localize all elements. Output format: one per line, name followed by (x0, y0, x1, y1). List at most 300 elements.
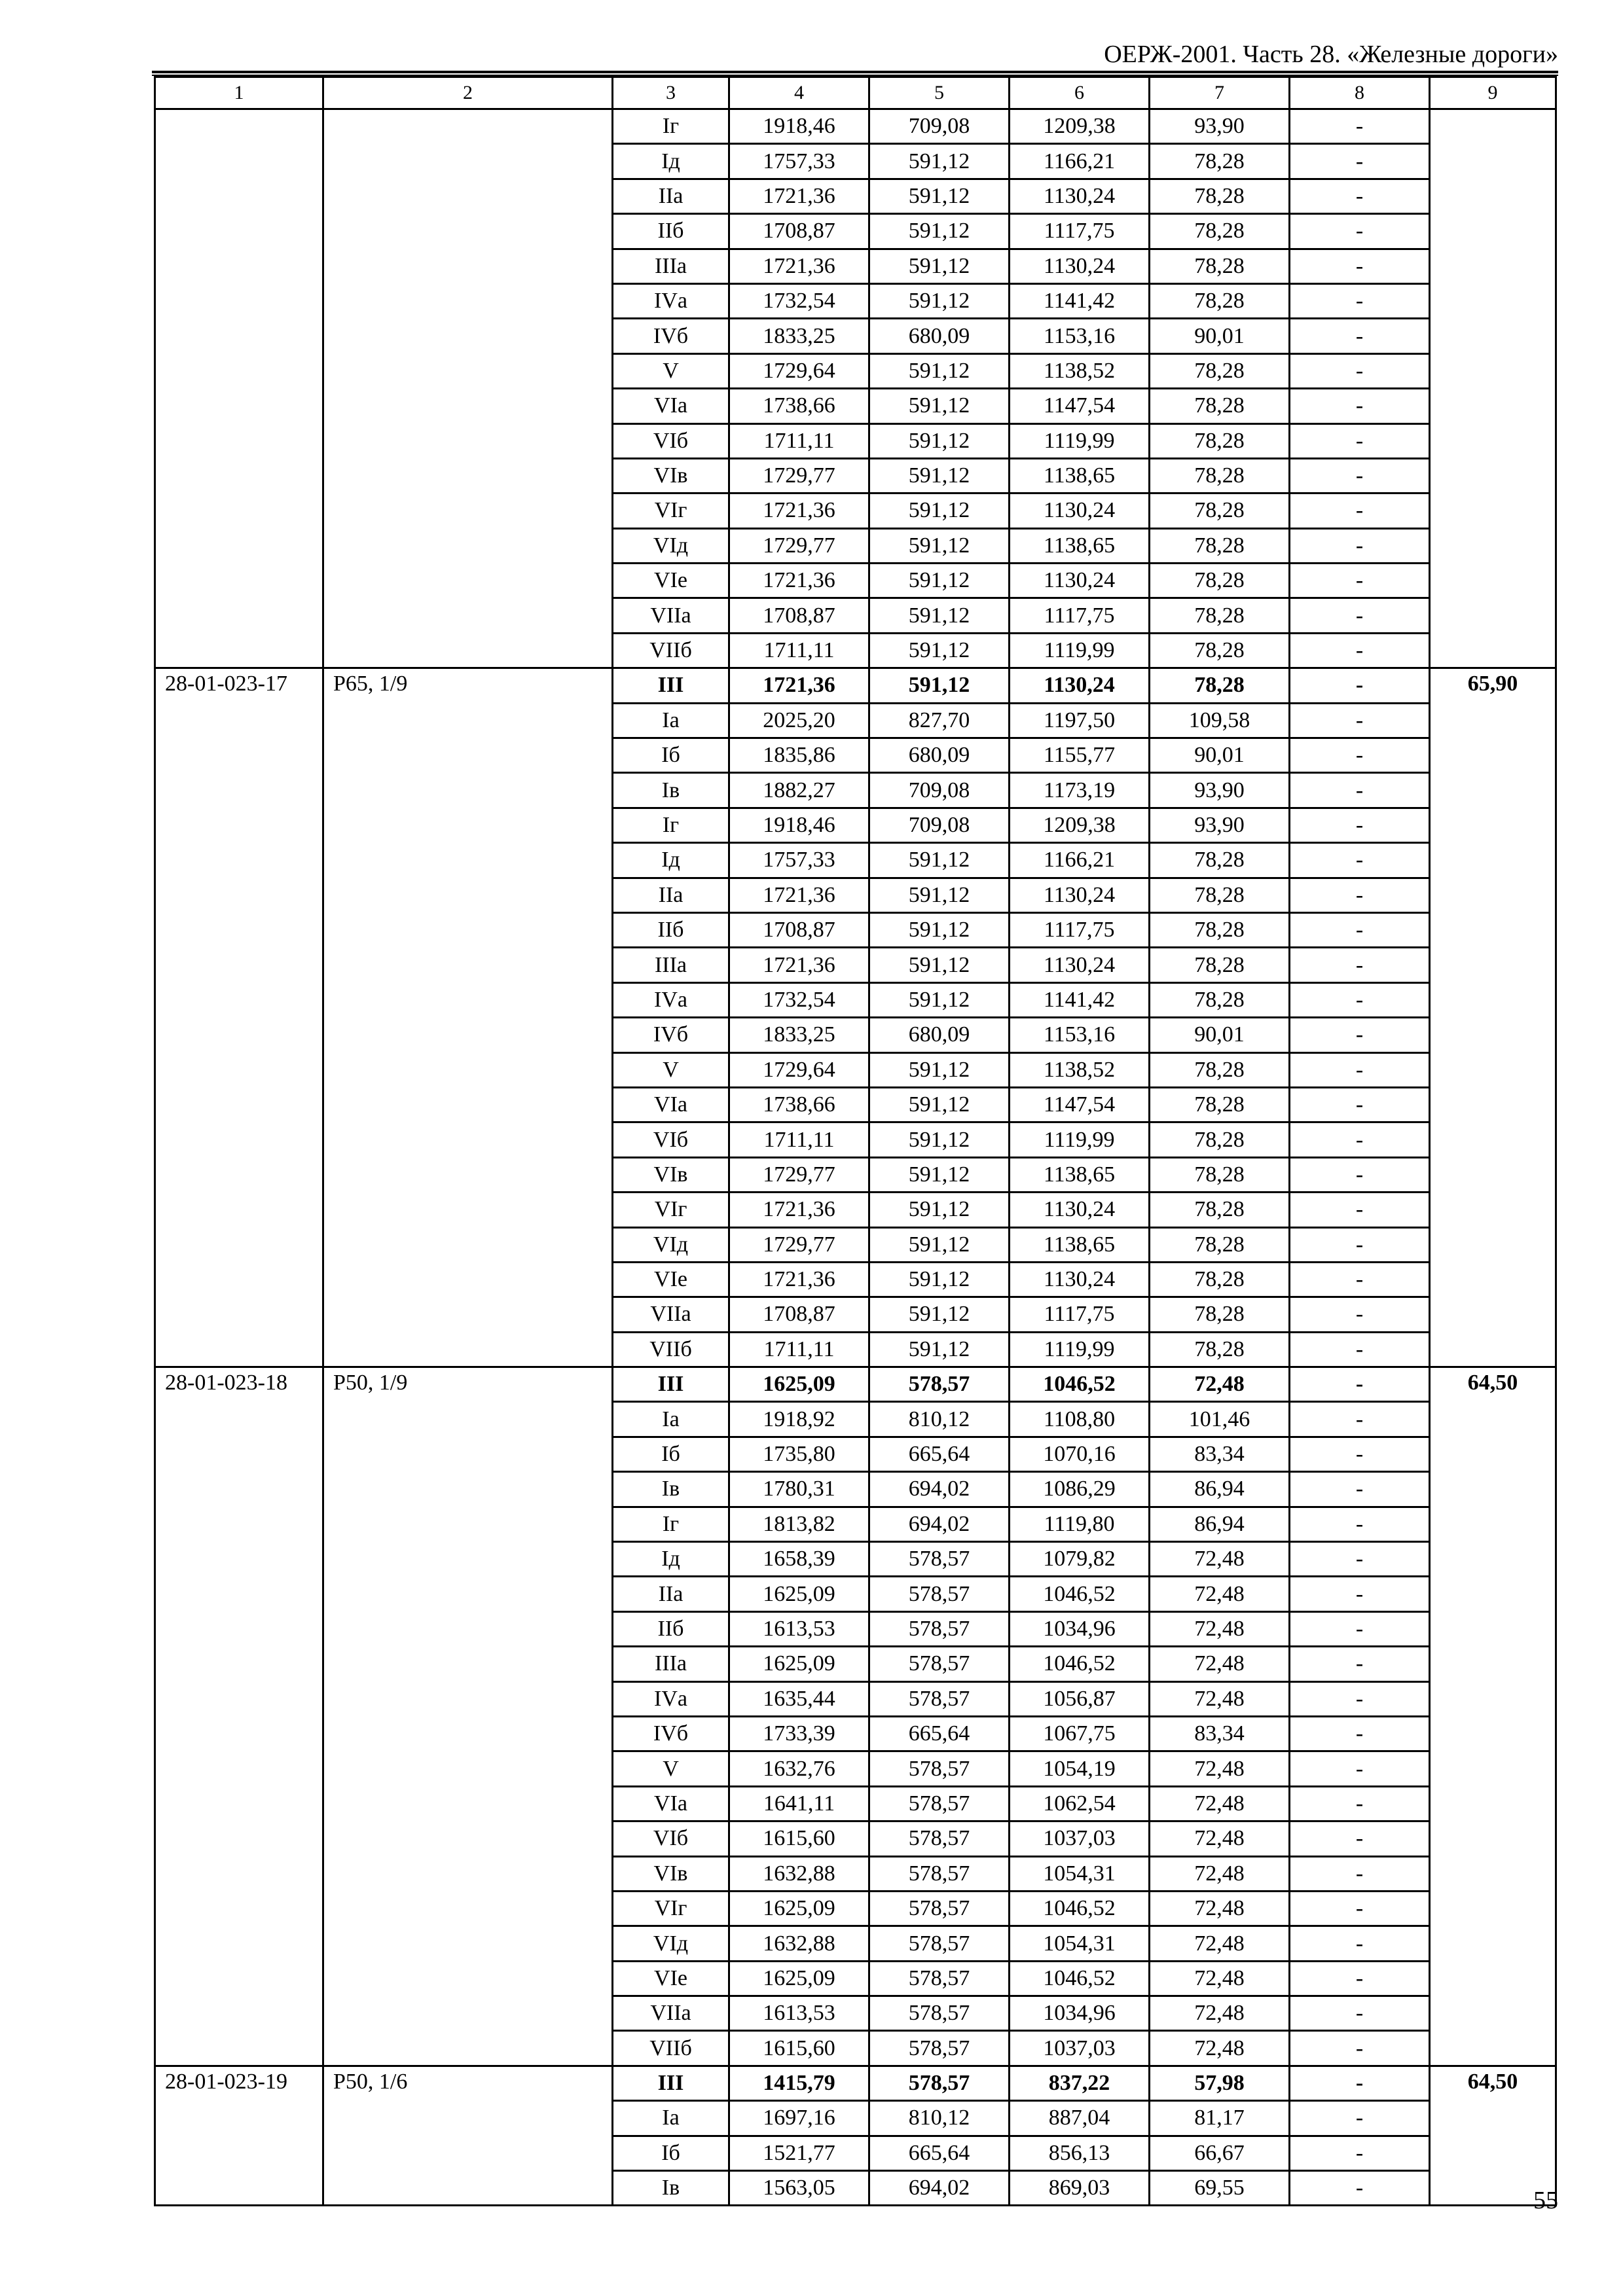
driver-wages-cell: 78,28 (1150, 1193, 1290, 1227)
materials-cell: - (1290, 1507, 1430, 1541)
resource-code-cell (155, 1716, 323, 1751)
labor-cell (1430, 1996, 1556, 2031)
column-number: 3 (613, 77, 729, 109)
table-row (155, 2101, 1556, 2136)
zone-cell: Iг (613, 808, 729, 842)
resource-name-cell (323, 703, 613, 738)
total-cost-cell: 1613,53 (729, 1996, 869, 2031)
labor-cell (1430, 1891, 1556, 1926)
wages-cell: 578,57 (869, 1786, 1010, 1821)
resource-name-cell (323, 423, 613, 458)
resource-code-cell (155, 1018, 323, 1052)
labor-cell (1430, 1087, 1556, 1122)
materials-cell: - (1290, 564, 1430, 598)
resource-name-cell: Р65, 1/9 (323, 668, 613, 703)
zone-cell: Iг (613, 1507, 729, 1541)
driver-wages-cell: 72,48 (1150, 1821, 1290, 1856)
resource-name-cell (323, 1926, 613, 1961)
zone-cell: III (613, 668, 729, 703)
total-cost-cell: 1729,77 (729, 1227, 869, 1262)
materials-cell: - (1290, 1821, 1430, 1856)
machine-cost-cell: 1209,38 (1010, 109, 1150, 144)
machine-cost-cell: 1034,96 (1010, 1611, 1150, 1646)
driver-wages-cell: 72,48 (1150, 1996, 1290, 2031)
zone-cell: V (613, 1052, 729, 1087)
materials-cell: - (1290, 319, 1430, 353)
resource-code-cell (155, 528, 323, 563)
machine-cost-cell: 1117,75 (1010, 214, 1150, 249)
wages-cell: 591,12 (869, 493, 1010, 528)
labor-cell (1430, 738, 1556, 773)
total-cost-cell: 1625,09 (729, 1647, 869, 1681)
machine-cost-cell: 1037,03 (1010, 2031, 1150, 2066)
table-row (155, 1402, 1556, 1437)
materials-cell: - (1290, 1856, 1430, 1891)
wages-cell: 591,12 (869, 283, 1010, 318)
resource-name-cell (323, 1647, 613, 1681)
machine-cost-cell: 1119,99 (1010, 1332, 1150, 1367)
machine-cost-cell: 1079,82 (1010, 1542, 1150, 1577)
column-number: 1 (155, 77, 323, 109)
machine-cost-cell: 1046,52 (1010, 1647, 1150, 1681)
materials-cell: - (1290, 1402, 1430, 1437)
zone-cell: Iа (613, 1402, 729, 1437)
wages-cell: 694,02 (869, 2171, 1010, 2206)
column-number: 7 (1150, 77, 1290, 109)
wages-cell: 578,57 (869, 1856, 1010, 1891)
zone-cell: VIIб (613, 633, 729, 668)
materials-cell: - (1290, 249, 1430, 283)
labor-cell (1430, 1786, 1556, 1821)
resource-name-cell (323, 2101, 613, 2136)
wages-cell: 680,09 (869, 319, 1010, 353)
resource-name-cell (323, 878, 613, 912)
materials-cell: - (1290, 1367, 1430, 1402)
resource-code-cell (155, 1227, 323, 1262)
machine-cost-cell: 1155,77 (1010, 738, 1150, 773)
materials-cell: - (1290, 528, 1430, 563)
total-cost-cell: 1721,36 (729, 179, 869, 213)
resource-name-cell (323, 1821, 613, 1856)
driver-wages-cell: 78,28 (1150, 249, 1290, 283)
materials-cell: - (1290, 1018, 1430, 1052)
wages-cell: 591,12 (869, 668, 1010, 703)
resource-code-cell (155, 1157, 323, 1192)
materials-cell: - (1290, 1157, 1430, 1192)
resource-name-cell (323, 1052, 613, 1087)
resource-name-cell (323, 738, 613, 773)
table-row (155, 283, 1556, 318)
total-cost-cell: 1625,09 (729, 1891, 869, 1926)
resource-code-cell (155, 1611, 323, 1646)
labor-cell (1430, 493, 1556, 528)
resource-code-cell (155, 2136, 323, 2170)
wages-cell: 578,57 (869, 2031, 1010, 2066)
resource-name-cell (323, 773, 613, 808)
driver-wages-cell: 72,48 (1150, 1926, 1290, 1961)
machine-cost-cell: 1056,87 (1010, 1681, 1150, 1716)
total-cost-cell: 1613,53 (729, 1611, 869, 1646)
zone-cell: IIб (613, 1611, 729, 1646)
materials-cell: - (1290, 1996, 1430, 2031)
machine-cost-cell: 1130,24 (1010, 564, 1150, 598)
materials-cell: - (1290, 389, 1430, 423)
machine-cost-cell: 1141,42 (1010, 982, 1150, 1017)
zone-cell: VIг (613, 493, 729, 528)
total-cost-cell: 1733,39 (729, 1716, 869, 1751)
machine-cost-cell: 1166,21 (1010, 144, 1150, 179)
labor-cell (1430, 423, 1556, 458)
materials-cell: - (1290, 214, 1430, 249)
resource-name-cell (323, 109, 613, 144)
resource-name-cell (323, 1437, 613, 1471)
labor-cell (1430, 1472, 1556, 1507)
machine-cost-cell: 1119,80 (1010, 1507, 1150, 1541)
total-cost-cell: 1757,33 (729, 144, 869, 179)
resource-name-cell (323, 283, 613, 318)
resource-code-cell (155, 948, 323, 982)
zone-cell: IIIа (613, 948, 729, 982)
materials-cell: - (1290, 598, 1430, 633)
materials-cell: - (1290, 1716, 1430, 1751)
driver-wages-cell: 90,01 (1150, 738, 1290, 773)
machine-cost-cell: 1130,24 (1010, 878, 1150, 912)
wages-cell: 578,57 (869, 1926, 1010, 1961)
labor-cell (1430, 214, 1556, 249)
machine-cost-cell: 1130,24 (1010, 493, 1150, 528)
machine-cost-cell: 1037,03 (1010, 1821, 1150, 1856)
zone-cell: IVа (613, 283, 729, 318)
total-cost-cell: 2025,20 (729, 703, 869, 738)
table-row (155, 1611, 1556, 1646)
driver-wages-cell: 78,28 (1150, 843, 1290, 878)
table-row (155, 1856, 1556, 1891)
total-cost-cell: 1721,36 (729, 493, 869, 528)
resource-code-cell (155, 633, 323, 668)
materials-cell: - (1290, 1647, 1430, 1681)
wages-cell: 591,12 (869, 948, 1010, 982)
driver-wages-cell: 78,28 (1150, 1227, 1290, 1262)
zone-cell: III (613, 1367, 729, 1402)
driver-wages-cell: 78,28 (1150, 564, 1290, 598)
total-cost-cell: 1918,92 (729, 1402, 869, 1437)
driver-wages-cell: 72,48 (1150, 1786, 1290, 1821)
resource-code-cell (155, 1751, 323, 1786)
wages-cell: 665,64 (869, 2136, 1010, 2170)
table-row (155, 2066, 1556, 2100)
wages-cell: 665,64 (869, 1437, 1010, 1471)
zone-cell: III (613, 2066, 729, 2100)
materials-cell: - (1290, 109, 1430, 144)
table-row (155, 1716, 1556, 1751)
zone-cell: VIд (613, 528, 729, 563)
wages-cell: 591,12 (869, 1193, 1010, 1227)
wages-cell: 591,12 (869, 878, 1010, 912)
driver-wages-cell: 78,28 (1150, 982, 1290, 1017)
materials-cell: - (1290, 703, 1430, 738)
wages-cell: 591,12 (869, 982, 1010, 1017)
zone-cell: Iб (613, 2136, 729, 2170)
resource-code-cell (155, 458, 323, 493)
materials-cell: - (1290, 808, 1430, 842)
table-row (155, 1122, 1556, 1157)
table-row (155, 389, 1556, 423)
column-number: 4 (729, 77, 869, 109)
machine-cost-cell: 1046,52 (1010, 1367, 1150, 1402)
table-row (155, 912, 1556, 947)
materials-cell: - (1290, 1262, 1430, 1297)
resource-name-cell (323, 1681, 613, 1716)
machine-cost-cell: 1197,50 (1010, 703, 1150, 738)
wages-cell: 591,12 (869, 1087, 1010, 1122)
wages-cell: 591,12 (869, 1227, 1010, 1262)
total-cost-cell: 1415,79 (729, 2066, 869, 2100)
labor-cell (1430, 283, 1556, 318)
labor-cell (1430, 1297, 1556, 1332)
resource-name-cell (323, 144, 613, 179)
total-cost-cell: 1615,60 (729, 2031, 869, 2066)
driver-wages-cell: 72,48 (1150, 1542, 1290, 1577)
total-cost-cell: 1625,09 (729, 1367, 869, 1402)
zone-cell: VIб (613, 1821, 729, 1856)
machine-cost-cell: 1138,65 (1010, 528, 1150, 563)
table-row (155, 808, 1556, 842)
resource-name-cell (323, 808, 613, 842)
table-row (155, 633, 1556, 668)
driver-wages-cell: 72,48 (1150, 1891, 1290, 1926)
zone-cell: Iг (613, 109, 729, 144)
resource-code-cell (155, 1961, 323, 1996)
materials-cell: - (1290, 1437, 1430, 1471)
resource-name-cell (323, 1507, 613, 1541)
resource-name-cell (323, 319, 613, 353)
driver-wages-cell: 72,48 (1150, 1681, 1290, 1716)
total-cost-cell: 1632,76 (729, 1751, 869, 1786)
zone-cell: IVб (613, 319, 729, 353)
resource-name-cell: Р50, 1/9 (323, 1367, 613, 1402)
materials-cell: - (1290, 2066, 1430, 2100)
labor-cell (1430, 1961, 1556, 1996)
zone-cell: VIд (613, 1227, 729, 1262)
driver-wages-cell: 78,28 (1150, 633, 1290, 668)
resource-name-cell (323, 2136, 613, 2170)
driver-wages-cell: 90,01 (1150, 1018, 1290, 1052)
driver-wages-cell: 69,55 (1150, 2171, 1290, 2206)
wages-cell: 591,12 (869, 144, 1010, 179)
zone-cell: IIа (613, 179, 729, 213)
machine-cost-cell: 1086,29 (1010, 1472, 1150, 1507)
labor-cell (1430, 1577, 1556, 1611)
resource-name-cell (323, 1751, 613, 1786)
resource-code-cell (155, 1891, 323, 1926)
labor-cell (1430, 1507, 1556, 1541)
machine-cost-cell: 1173,19 (1010, 773, 1150, 808)
labor-cell (1430, 1262, 1556, 1297)
zone-cell: V (613, 1751, 729, 1786)
total-cost-cell: 1625,09 (729, 1961, 869, 1996)
resource-name-cell (323, 1193, 613, 1227)
total-cost-cell: 1735,80 (729, 1437, 869, 1471)
wages-cell: 810,12 (869, 2101, 1010, 2136)
wages-cell: 578,57 (869, 1821, 1010, 1856)
table-row (155, 1542, 1556, 1577)
table-row (155, 319, 1556, 353)
driver-wages-cell: 93,90 (1150, 773, 1290, 808)
labor-cell (1430, 1611, 1556, 1646)
materials-cell: - (1290, 1751, 1430, 1786)
labor-cell (1430, 389, 1556, 423)
table-row (155, 1681, 1556, 1716)
zone-cell: VIв (613, 1157, 729, 1192)
wages-cell: 591,12 (869, 598, 1010, 633)
table-row (155, 528, 1556, 563)
resource-code-cell (155, 2101, 323, 2136)
labor-cell (1430, 633, 1556, 668)
machine-cost-cell: 1067,75 (1010, 1716, 1150, 1751)
wages-cell: 680,09 (869, 1018, 1010, 1052)
resource-code-cell (155, 493, 323, 528)
resource-code-cell (155, 1856, 323, 1891)
labor-cell (1430, 1542, 1556, 1577)
labor-cell (1430, 878, 1556, 912)
wages-cell: 578,57 (869, 1681, 1010, 1716)
total-cost-cell: 1632,88 (729, 1856, 869, 1891)
table-row (155, 1647, 1556, 1681)
driver-wages-cell: 78,28 (1150, 1122, 1290, 1157)
driver-wages-cell: 81,17 (1150, 2101, 1290, 2136)
table-row (155, 948, 1556, 982)
total-cost-cell: 1708,87 (729, 912, 869, 947)
column-number: 5 (869, 77, 1010, 109)
materials-cell: - (1290, 1611, 1430, 1646)
materials-cell: - (1290, 843, 1430, 878)
table-row (155, 1472, 1556, 1507)
column-number: 2 (323, 77, 613, 109)
table-row (155, 109, 1556, 144)
resource-name-cell (323, 982, 613, 1017)
table-row (155, 1996, 1556, 2031)
table-row (155, 843, 1556, 878)
table-row (155, 1507, 1556, 1541)
resource-code-cell (155, 1507, 323, 1541)
labor-cell (1430, 1402, 1556, 1437)
materials-cell: - (1290, 179, 1430, 213)
resource-code-cell (155, 598, 323, 633)
materials-cell: - (1290, 948, 1430, 982)
labor-cell (1430, 1437, 1556, 1471)
zone-cell: VIв (613, 458, 729, 493)
resource-code-cell (155, 249, 323, 283)
total-cost-cell: 1738,66 (729, 389, 869, 423)
materials-cell: - (1290, 1472, 1430, 1507)
resource-name-cell (323, 1611, 613, 1646)
wages-cell: 591,12 (869, 1122, 1010, 1157)
resource-name-cell (323, 1262, 613, 1297)
resource-code-cell (155, 564, 323, 598)
labor-cell (1430, 1157, 1556, 1192)
resource-code-cell (155, 843, 323, 878)
resource-code-cell (155, 1926, 323, 1961)
driver-wages-cell: 72,48 (1150, 1577, 1290, 1611)
labor-cell (1430, 1856, 1556, 1891)
resource-code-cell: 28-01-023-17 (155, 668, 323, 703)
table-row (155, 1297, 1556, 1332)
wages-cell: 591,12 (869, 389, 1010, 423)
table-row (155, 2171, 1556, 2206)
zone-cell: IIа (613, 878, 729, 912)
wages-cell: 578,57 (869, 2066, 1010, 2100)
labor-cell (1430, 1332, 1556, 1367)
header-rule-thick (152, 71, 1558, 73)
resource-name-cell (323, 912, 613, 947)
materials-cell: - (1290, 1786, 1430, 1821)
wages-cell: 591,12 (869, 458, 1010, 493)
materials-cell: - (1290, 1577, 1430, 1611)
machine-cost-cell: 837,22 (1010, 2066, 1150, 2100)
materials-cell: - (1290, 2171, 1430, 2206)
driver-wages-cell: 86,94 (1150, 1507, 1290, 1541)
total-cost-cell: 1615,60 (729, 1821, 869, 1856)
resource-code-cell (155, 1437, 323, 1471)
labor-cell (1430, 1018, 1556, 1052)
wages-cell: 591,12 (869, 353, 1010, 388)
table-body (155, 77, 1556, 2206)
zone-cell: VIб (613, 1122, 729, 1157)
materials-cell: - (1290, 493, 1430, 528)
zone-cell: IIIа (613, 249, 729, 283)
machine-cost-cell: 1054,19 (1010, 1751, 1150, 1786)
zone-cell: V (613, 353, 729, 388)
resource-code-cell (155, 144, 323, 179)
machine-cost-cell: 869,03 (1010, 2171, 1150, 2206)
table-row (155, 493, 1556, 528)
labor-cell (1430, 1751, 1556, 1786)
total-cost-cell: 1632,88 (729, 1926, 869, 1961)
wages-cell: 578,57 (869, 1996, 1010, 2031)
driver-wages-cell: 93,90 (1150, 808, 1290, 842)
materials-cell: - (1290, 1193, 1430, 1227)
resource-name-cell (323, 353, 613, 388)
materials-cell: - (1290, 144, 1430, 179)
total-cost-cell: 1835,86 (729, 738, 869, 773)
zone-cell: VIа (613, 1786, 729, 1821)
machine-cost-cell: 1117,75 (1010, 598, 1150, 633)
driver-wages-cell: 72,48 (1150, 1367, 1290, 1402)
materials-cell: - (1290, 2136, 1430, 2170)
zone-cell: VIе (613, 1262, 729, 1297)
labor-cell (1430, 2136, 1556, 2170)
resource-code-cell (155, 1087, 323, 1122)
resource-name-cell (323, 564, 613, 598)
total-cost-cell: 1721,36 (729, 668, 869, 703)
machine-cost-cell: 1138,52 (1010, 1052, 1150, 1087)
total-cost-cell: 1625,09 (729, 1577, 869, 1611)
machine-cost-cell: 1138,65 (1010, 458, 1150, 493)
materials-cell: - (1290, 1542, 1430, 1577)
materials-cell: - (1290, 633, 1430, 668)
materials-cell: - (1290, 982, 1430, 1017)
resource-code-cell (155, 353, 323, 388)
materials-cell: - (1290, 1926, 1430, 1961)
labor-cell (1430, 598, 1556, 633)
materials-cell: - (1290, 1332, 1430, 1367)
resource-name-cell (323, 1577, 613, 1611)
wages-cell: 578,57 (869, 1891, 1010, 1926)
resource-name-cell (323, 598, 613, 633)
table-row (155, 1926, 1556, 1961)
labor-cell (1430, 1193, 1556, 1227)
labor-cell (1430, 144, 1556, 179)
